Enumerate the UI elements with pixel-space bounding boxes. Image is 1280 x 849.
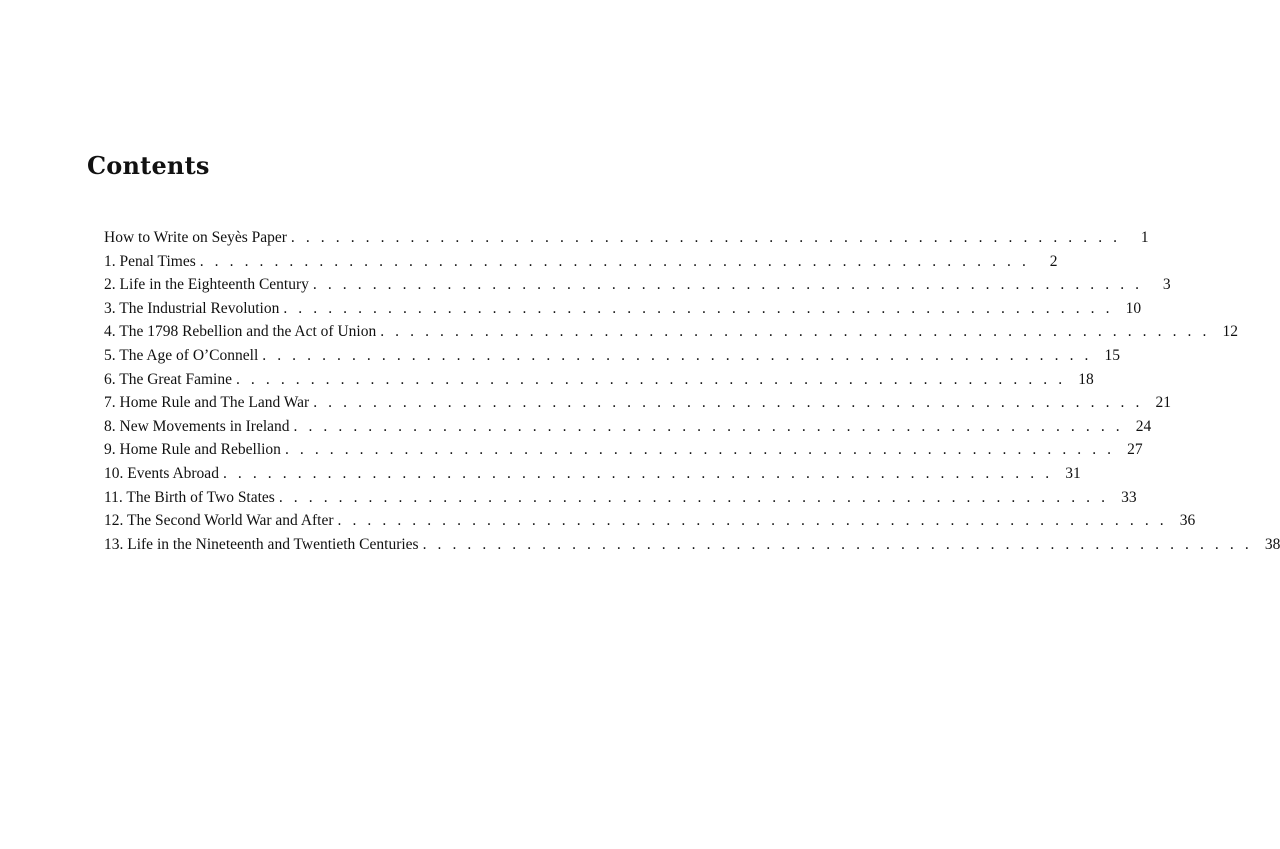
dot-leader: . . . . . . . . . . . . . . . . . . . . . . . . . . . . . . . . . . . . . . . . . . . . . . . . . . . . . . . . (313, 394, 1143, 412)
toc-entry (104, 273, 1171, 297)
dot-leader: . . . . . . . . . . . . . . . . . . . . . . . . . . . . . . . . . . . . . . . . . . . . . . . . . . . . . . . . (278, 488, 1109, 506)
toc-entry-title: 7. Home Rule and The Land War (104, 394, 310, 412)
toc-entry-page: 10 (1125, 299, 1142, 317)
toc-entry (104, 462, 1081, 486)
toc-entry-page: 12 (1222, 323, 1238, 341)
toc-entry (104, 533, 1280, 557)
toc-entry-title: 12. The Second World War and After (104, 512, 334, 530)
toc-entry-page: 2 (1049, 252, 1058, 270)
dot-leader: . . . . . . . . . . . . . . . . . . . . . . . . . . . . . . . . . . . . . . . . . . . . . . . . . . . . . . . . (222, 464, 1053, 482)
dot-leader: . . . . . . . . . . . . . . . . . . . . . . . . . . . . . . . . . . . . . . . . . . . . . . . . . . . . . . . . (293, 417, 1124, 435)
toc-entry-title: 2. Life in the Eighteenth Century (104, 276, 309, 294)
dot-leader: . . . . . . . . . . . . . . . . . . . . . . . . . . . . . . . . . . . . . . . . . . . . . . . . . . . . . . . . (380, 323, 1210, 341)
dot-leader: . . . . . . . . . . . . . . . . . . . . . . . . . . . . . . . . . . . . . . . . . . . . . . . . . . . . . . . . (337, 512, 1168, 530)
dot-leader: . . . . . . . . . . . . . . . . . . . . . . . . . . . . . . . . . . . . . . . . . . . . . . . . . . . . . . . . (290, 229, 1121, 246)
toc-entry (104, 438, 1143, 462)
dot-leader: . . . . . . . . . . . . . . . . . . . . . . . . . . . . . . . . . . . . . . . . . . . . . . . . . . . . . . . . (312, 276, 1143, 294)
toc-entry-page: 36 (1179, 512, 1196, 530)
toc-entry-page: 27 (1127, 441, 1143, 459)
toc-entry-title: 6. The Great Famine (104, 370, 232, 388)
dot-leader: . . . . . . . . . . . . . . . . . . . . . . . . . . . . . . . . . . . . . . . . . . . . . . . . . . . . . . . . (199, 252, 1030, 270)
toc-entry-title: 8. New Movements in Ireland (104, 417, 290, 435)
toc-entry-page: 31 (1065, 464, 1081, 482)
toc-entry (104, 250, 1058, 274)
toc-entry-page: 24 (1135, 417, 1152, 435)
toc-entry-page: 15 (1104, 346, 1120, 364)
toc-entry (104, 415, 1152, 439)
toc-entry-page: 3 (1162, 276, 1171, 294)
contents-heading: Contents (87, 151, 210, 180)
toc-entry-title: 4. The 1798 Rebellion and the Act of Union (104, 323, 377, 341)
dot-leader: . . . . . . . . . . . . . . . . . . . . . . . . . . . . . . . . . . . . . . . . . . . . . . . . . . . . . . . . (284, 441, 1115, 459)
dot-leader: . . . . . . . . . . . . . . . . . . . . . . . . . . . . . . . . . . . . . . . . . . . . . . . . . . . . . . . . (283, 299, 1114, 317)
toc-entry (104, 368, 1094, 392)
toc-entry-page: 33 (1121, 488, 1137, 506)
toc-entry-page: 18 (1078, 370, 1094, 388)
toc-entry (104, 320, 1238, 344)
toc-entry-page: 38 (1264, 535, 1280, 553)
toc-entry-title: 1. Penal Times (104, 252, 196, 270)
toc-entry (104, 391, 1171, 415)
dot-leader: . . . . . . . . . . . . . . . . . . . . . . . . . . . . . . . . . . . . . . . . . . . . . . . . . . . . . . . . (262, 346, 1092, 364)
toc-entry-page: 1 (1140, 229, 1149, 246)
toc-entry (104, 226, 1149, 250)
toc-entry-title: 10. Events Abroad (104, 464, 219, 482)
toc-entry-title: 5. The Age of O’Connell (104, 346, 259, 364)
toc-entry-page: 21 (1155, 394, 1171, 412)
toc-entry (104, 509, 1196, 533)
dot-leader: . . . . . . . . . . . . . . . . . . . . . . . . . . . . . . . . . . . . . . . . . . . . . . . . . . . . . . . . (422, 535, 1253, 553)
toc-entry-title: 13. Life in the Nineteenth and Twentieth Centuries (104, 535, 419, 553)
table-of-contents (104, 226, 1280, 556)
toc-entry-title: 11. The Birth of Two States (104, 488, 275, 506)
toc-entry (104, 344, 1120, 368)
toc-entry-title: 9. Home Rule and Rebellion (104, 441, 281, 459)
toc-entry (104, 486, 1137, 510)
toc-entry-title: 3. The Industrial Revolution (104, 299, 280, 317)
dot-leader: . . . . . . . . . . . . . . . . . . . . . . . . . . . . . . . . . . . . . . . . . . . . . . . . . . . . . . . . (235, 370, 1066, 388)
toc-entry-title: How to Write on Seyès Paper (104, 229, 287, 246)
toc-entry (104, 297, 1142, 321)
